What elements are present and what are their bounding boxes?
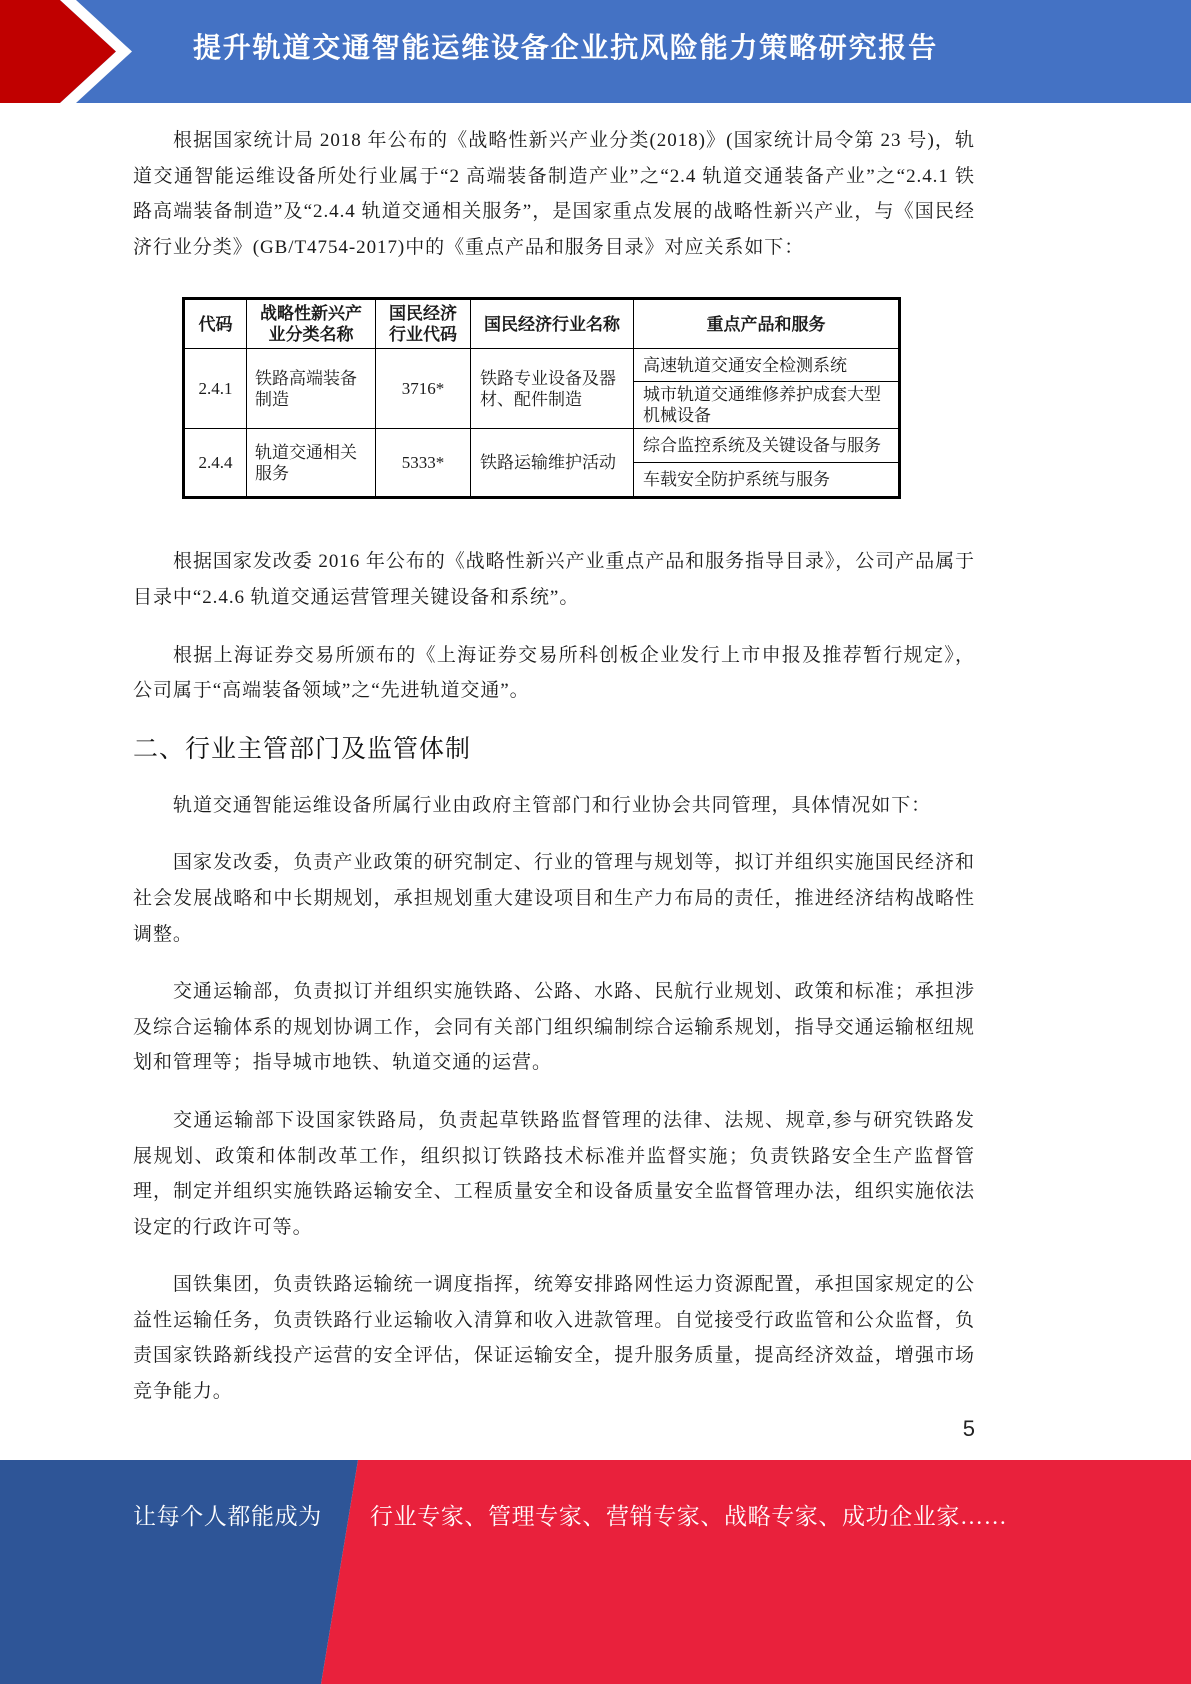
- paragraph-star-market: 根据上海证券交易所颁布的《上海证券交易所科创板企业发行上市申报及推荐暂行规定》，公司属于“高端装备领域”之“先进轨道交通”。: [133, 644, 975, 702]
- table-cell-industry-code: 5333*: [376, 429, 471, 498]
- footer-blue-panel: [0, 1460, 358, 1684]
- paragraph-national-railway-administration: 交通运输部下设国家铁路局，负责起草铁路监督管理的法律、法规、规章,参与研究铁路发展规划、政策和体制改革工作，组织拟订铁路技术标准并监督实施；负责铁路安全生产监督管理，制定并组织实施铁路运输安全、工程质量安全和设备质量安全监督管理办法，组织实施依法设定的行政许可等。: [133, 1109, 975, 1238]
- table-cell-code: 2.4.1: [184, 349, 247, 429]
- paragraph-china-railway-group: 国铁集团，负责铁路运输统一调度指挥，统筹安排路网性运力资源配置，承担国家规定的公益性运输任务，负责铁路行业运输收入清算和收入进款管理。自觉接受行政监管和公众监督，负责国家铁路新线投产运营的安全评估，保证运输安全，提升服务质量，提高经济效益，增强市场竞争能力。: [133, 1274, 975, 1403]
- footer-slogan-right: 行业专家、管理专家、营销专家、战略专家、成功企业家……: [370, 1504, 1008, 1529]
- paragraph-regulation-intro: 轨道交通智能运维设备所属行业由政府主管部门和行业协会共同管理，具体情况如下：: [173, 794, 932, 816]
- table-cell-code: 2.4.4: [184, 429, 247, 498]
- table-cell-industry-name: 铁路运输维护活动: [471, 429, 634, 498]
- table-row: [184, 429, 900, 463]
- table-row: [184, 349, 900, 382]
- document-title: 提升轨道交通智能运维设备企业抗风险能力策略研究报告: [193, 32, 939, 63]
- paragraph-ndrc: 国家发改委，负责产业政策的研究制定、行业的管理与规划等，拟订并组织实施国民经济和社会发展战略和中长期规划，承担规划重大建设项目和生产力布局的责任，推进经济结构战略性调整。: [133, 852, 975, 945]
- table-cell-product: 车载安全防护系统与服务: [634, 463, 900, 498]
- table-header-products: 重点产品和服务: [634, 299, 900, 349]
- paragraph-catalog: 根据国家发改委 2016 年公布的《战略性新兴产业重点产品和服务指导目录》，公司产品属于目录中“2.4.6 轨道交通运营管理关键设备和系统”。: [133, 551, 975, 608]
- intro-paragraph: 根据国家统计局 2018 年公布的《战略性新兴产业分类(2018)》(国家统计局令第 23 号)，轨道交通智能运维设备所处行业属于“2 高端装备制造产业”之“2.4 轨道交通装备产业”之“2.4.1 铁路高端装备制造”及“2.4.4 轨道交通相关服务”，是国家重点发展的战略性新兴产业，与《国民经济行业分类》(GB/T4754-2017)中的《重点产品和服务目录》对应关系如下：: [133, 130, 975, 258]
- table-header-row: [184, 299, 900, 349]
- table-header-code: 代码: [184, 299, 247, 349]
- table-header-industry-name: 国民经济行业名称: [471, 299, 634, 349]
- table-cell-category: 轨道交通相关服务: [247, 429, 376, 498]
- table-cell-industry-code: 3716*: [376, 349, 471, 429]
- table-header-industry-code: 国民经济行业代码: [376, 299, 471, 349]
- page-number: 5: [962, 1416, 975, 1441]
- table-header-category: 战略性新兴产业分类名称: [247, 299, 376, 349]
- document-body: [133, 123, 975, 1432]
- footer-band: [0, 1460, 1191, 1684]
- table-cell-industry-name: 铁路专业设备及器材、配件制造: [471, 349, 634, 429]
- table-cell-product: 综合监控系统及关键设备与服务: [634, 429, 900, 463]
- table-cell-category: 铁路高端装备制造: [247, 349, 376, 429]
- classification-table: [182, 297, 901, 499]
- footer-slogan-left: 让每个人都能成为: [133, 1504, 322, 1529]
- classification-table-wrapper: [182, 297, 898, 499]
- table-cell-product: 高速轨道交通安全检测系统: [634, 349, 900, 382]
- table-cell-product: 城市轨道交通维修养护成套大型机械设备: [634, 382, 900, 429]
- footer: [0, 1460, 1191, 1684]
- section-heading: 二、行业主管部门及监管体制: [133, 734, 472, 763]
- footer-red-panel: [321, 1460, 1191, 1684]
- paragraph-ministry-of-transport: 交通运输部，负责拟订并组织实施铁路、公路、水路、民航行业规划、政策和标准；承担涉及综合运输体系的规划协调工作，会同有关部门组织编制综合运输系规划，指导交通运输枢纽规划和管理等；指导城市地铁、轨道交通的运营。: [133, 981, 975, 1074]
